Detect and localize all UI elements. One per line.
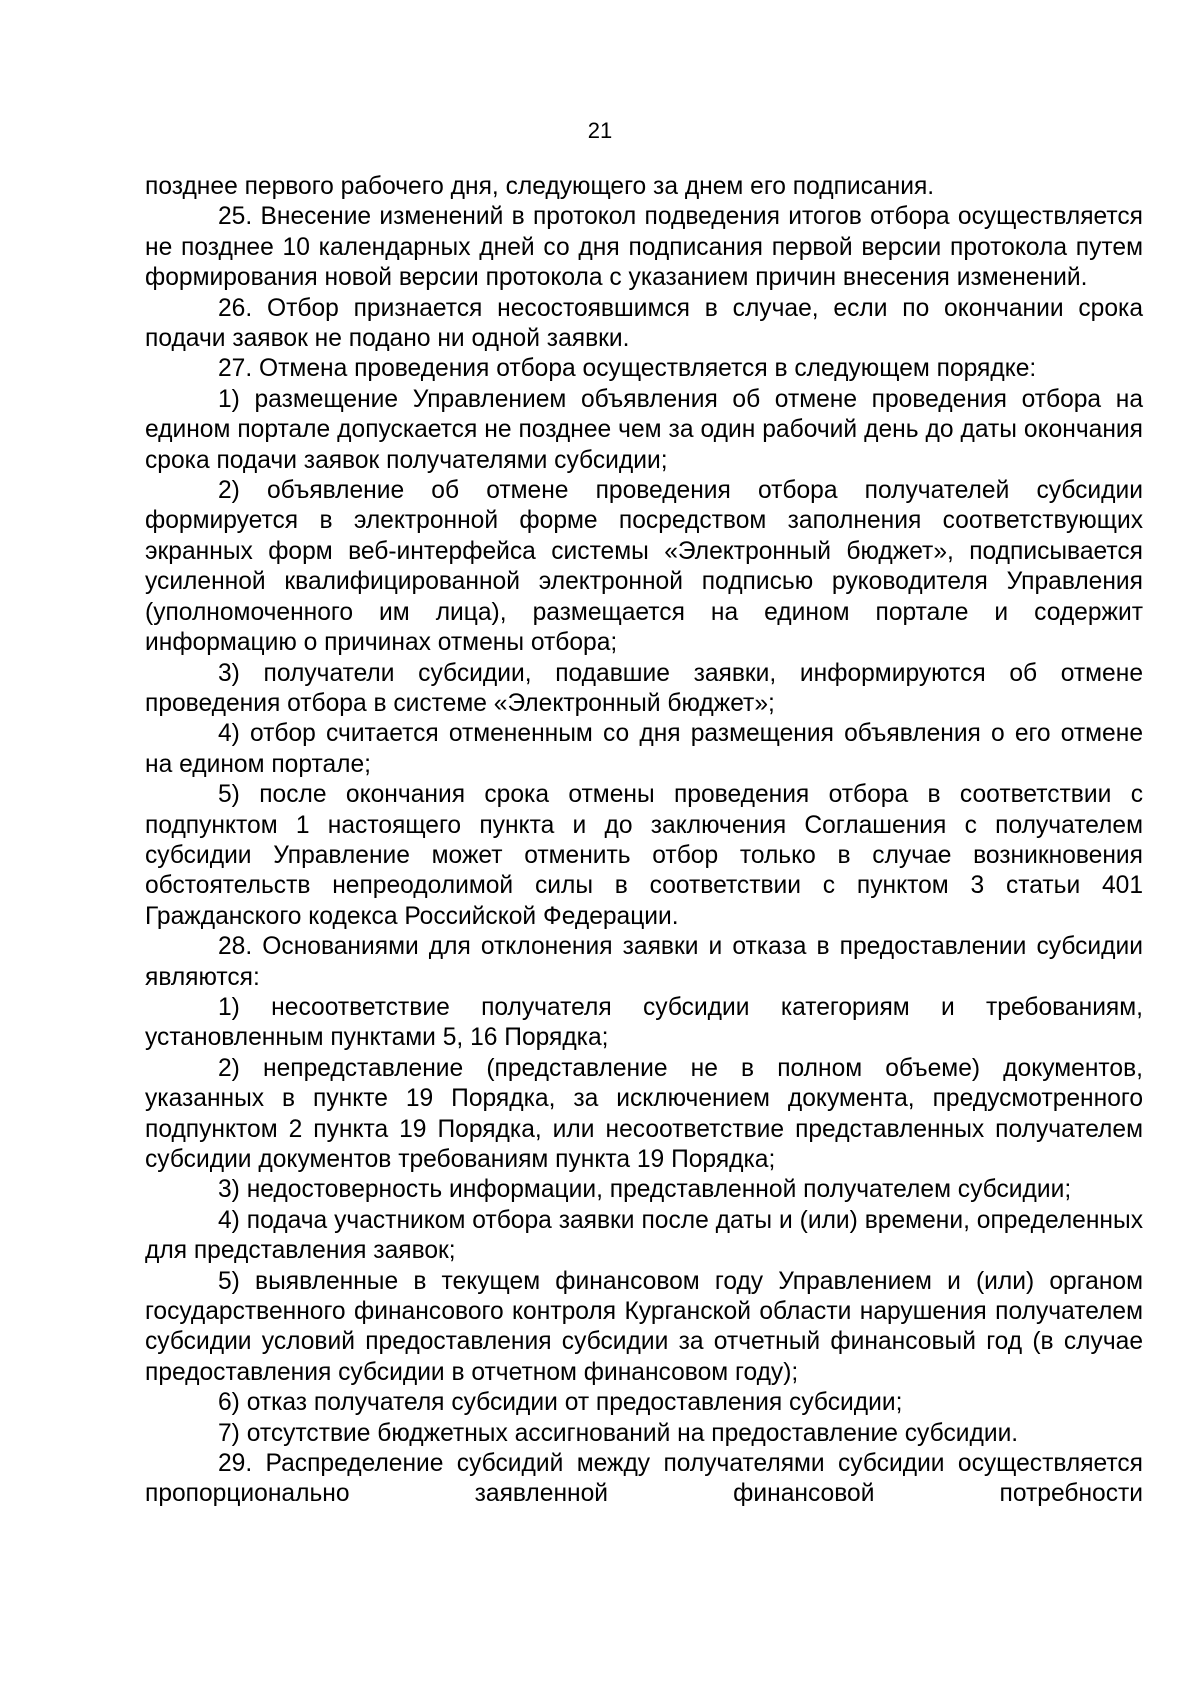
paragraph-continuation: позднее первого рабочего дня, следующего за днем его подписания. xyxy=(145,173,935,200)
paragraph-28-item-3: 3) недостоверность информации, представленной получателем субсидии; xyxy=(218,1176,1072,1204)
paragraph-27-item-4: 4) отбор считается отмененным со дня размещения объявления о его отмене на едином портале; xyxy=(145,720,1143,778)
paragraph-29: 29. Распределение субсидий между получателями субсидии осуществляется пропорционально заявленной финансовой потребности xyxy=(145,1450,1143,1508)
paragraph-27-item-3: 3) получатели субсидии, подавшие заявки, информируются об отмене проведения отбора в системе «Электронный бюджет»; xyxy=(145,659,1143,717)
paragraph-28-item-4: 4) подача участником отбора заявки после даты и (или) времени, определенных для представления заявок; xyxy=(145,1206,1143,1265)
paragraph-26: 26. Отбор признается несостоявшимся в случае, если по окончании срока подачи заявок не подано ни одной заявки. xyxy=(145,294,1143,353)
paragraph-27-item-1: 1) размещение Управлением объявления об отмене проведения отбора на едином портале допускается не позднее чем за один рабочий день до даты окончания срока подачи заявок получателями субсидии; xyxy=(145,385,1143,474)
paragraph-28-item-2: 2) непредставление (представление не в полном объеме) документов, указанных в пункте 19 Порядка, за исключением документа, предусмотренного подпунктом 2 пункта 19 Порядка, или несоответствие представленных получателем субсидии документов требованиям пункта 19 Порядка; xyxy=(145,1054,1143,1173)
paragraph-27-item-5: 5) после окончания срока отмены проведения отбора в соответствии с подпунктом 1 настоящего пункта и до заключения Соглашения с получателем субсидии Управление может отменить отбор только в случае возникновения обстоятельств непреодолимой силы в соответствии с пунктом 3 статьи 401 Гражданского кодекса Российской Федерации. xyxy=(145,781,1143,930)
paragraph-28-item-1: 1) несоответствие получателя субсидии категориям и требованиям, установленным пунктами 5, 16 Порядка; xyxy=(145,993,1143,1052)
paragraph-25: 25. Внесение изменений в протокол подведения итогов отбора осуществляется не позднее 10 календарных дней со дня подписания первой версии протокола путем формирования новой версии протокола с указанием причин внесения изменений. xyxy=(145,203,1143,292)
paragraph-28-item-5: 5) выявленные в текущем финансовом году Управлением и (или) органом государственного финансового контроля Курганской области нарушения получателем субсидии условий предоставления субсидии за отчетный финансовый год (в случае предоставления субсидии в отчетном финансовом году); xyxy=(145,1267,1143,1386)
paragraph-27: 27. Отмена проведения отбора осуществляется в следующем порядке: xyxy=(218,355,1037,383)
document-body xyxy=(145,172,1143,1510)
paragraph-28: 28. Основаниями для отклонения заявки и отказа в предоставлении субсидии являются: xyxy=(145,933,1143,991)
paragraph-28-item-7: 7) отсутствие бюджетных ассигнований на предоставление субсидии. xyxy=(218,1419,1019,1447)
paragraph-28-item-6: 6) отказ получателя субсидии от предоставления субсидии; xyxy=(218,1389,903,1417)
paragraph-27-item-2: 2) объявление об отмене проведения отбора получателей субсидии формируется в электронной форме посредством заполнения соответствующих экранных форм веб-интерфейса системы «Электронный бюджет», подписывается усиленной квалифицированной электронной подписью руководителя Управления (уполномоченного им лица), размещается на едином портале и содержит информацию о причинах отмены отбора; xyxy=(145,477,1143,657)
page-number: 21 xyxy=(587,118,613,143)
